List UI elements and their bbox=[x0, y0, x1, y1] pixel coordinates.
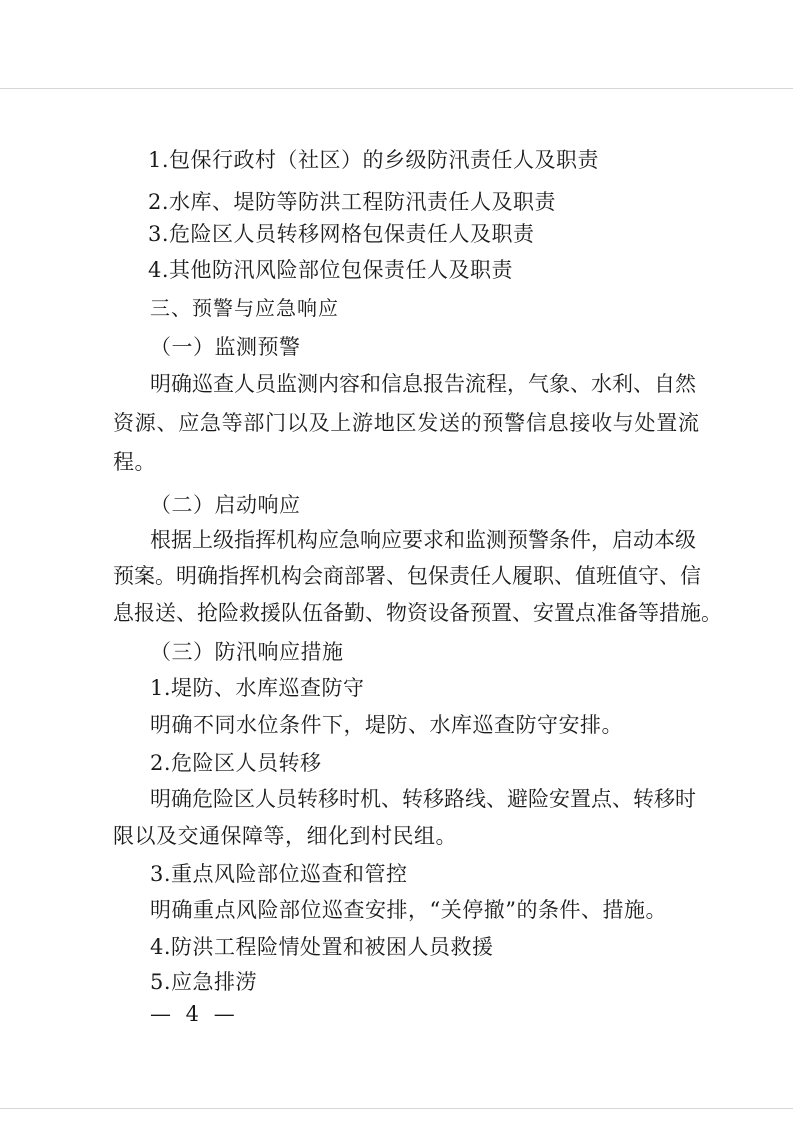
measure-text-2-line-1: 明确危险区人员转移时机、转移路线、避险安置点、转移时 bbox=[150, 787, 696, 811]
measure-heading-3: 3.重点风险部位巡查和管控 bbox=[150, 862, 408, 886]
subsection-heading-3: （三）防汛响应措施 bbox=[150, 640, 344, 664]
paragraph-1-line-2: 资源、应急等部门以及上游地区发送的预警信息接收与处置流 bbox=[113, 411, 699, 435]
item-line-3: 3.危险区人员转移网格包保责任人及职责 bbox=[148, 222, 535, 246]
subsection-heading-2: （二）启动响应 bbox=[150, 493, 301, 517]
measure-text-3: 明确重点风险部位巡查安排，“关停撤”的条件、措施。 bbox=[150, 898, 667, 922]
paragraph-1-line-3: 程。 bbox=[113, 450, 156, 474]
item-line-4: 4.其他防汛风险部位包保责任人及职责 bbox=[148, 258, 514, 282]
measure-text-1: 明确不同水位条件下，堤防、水库巡查防守安排。 bbox=[150, 713, 623, 737]
subsection-heading-1: （一）监测预警 bbox=[150, 335, 301, 359]
measure-heading-2: 2.危险区人员转移 bbox=[150, 751, 322, 775]
page-number: — 4 — bbox=[150, 1002, 239, 1026]
section-heading: 三、预警与应急响应 bbox=[150, 296, 339, 320]
measure-heading-5: 5.应急排涝 bbox=[150, 970, 258, 994]
paragraph-2-line-3: 息报送、抢险救援队伍备勤、物资设备预置、安置点准备等措施。 bbox=[113, 601, 722, 625]
item-line-1: 1.包保行政村（社区）的乡级防汛责任人及职责 bbox=[148, 148, 600, 172]
item-line-2: 2.水库、堤防等防洪工程防汛责任人及职责 bbox=[148, 190, 557, 214]
scan-edge-bottom bbox=[0, 1108, 793, 1109]
paragraph-1-line-1: 明确巡查人员监测内容和信息报告流程，气象、水利、自然 bbox=[150, 372, 696, 396]
paragraph-2-line-2: 预案。明确指挥机构会商部署、包保责任人履职、值班值守、信 bbox=[113, 564, 701, 588]
measure-heading-4: 4.防洪工程险情处置和被困人员救援 bbox=[150, 935, 494, 959]
paragraph-2-line-1: 根据上级指挥机构应急响应要求和监测预警条件，启动本级 bbox=[150, 528, 696, 552]
measure-text-2-line-2: 限以及交通保障等，细化到村民组。 bbox=[113, 824, 457, 848]
measure-heading-1: 1.堤防、水库巡查防守 bbox=[150, 676, 365, 700]
